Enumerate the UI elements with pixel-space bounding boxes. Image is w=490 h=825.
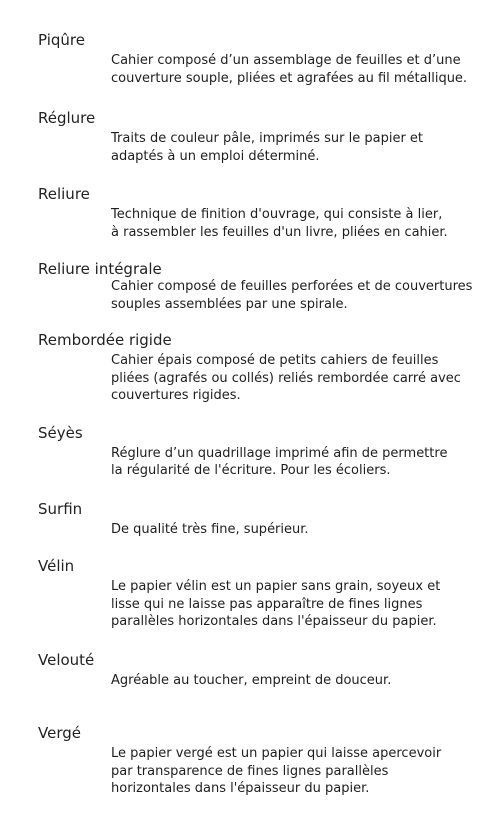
definition-line: souples assemblées par une spirale. bbox=[111, 296, 348, 312]
glossary-entry-piqure bbox=[38, 31, 483, 87]
definition-line: Cahier composé de feuilles perforées et de couvertures bbox=[111, 279, 473, 294]
glossary-entry-verge bbox=[38, 724, 483, 798]
definition-line: couverture souple, pliées et agrafées au fil métallique. bbox=[111, 70, 468, 86]
term-title: Reliure bbox=[38, 185, 90, 203]
term-definition bbox=[111, 352, 483, 405]
definition-line: Agréable au toucher, empreint de douceur. bbox=[111, 672, 392, 688]
term-title: Velouté bbox=[38, 650, 95, 669]
term-definition bbox=[111, 445, 483, 480]
term-definition bbox=[111, 745, 483, 798]
definition-line: Cahier épais composé de petits cahiers de feuilles bbox=[111, 353, 439, 368]
glossary-entry-veloute bbox=[38, 651, 483, 690]
term-definition bbox=[111, 578, 483, 631]
term-definition bbox=[111, 521, 483, 539]
definition-line: adaptés à un emploi déterminé. bbox=[111, 148, 320, 164]
glossary-entry-reliure bbox=[38, 185, 483, 241]
definition-line: par transparence de fines lignes parallèles bbox=[111, 763, 389, 779]
glossary-entry-reliure-integrale bbox=[38, 260, 483, 313]
term-title: Surfin bbox=[38, 499, 83, 518]
term-definition bbox=[111, 672, 483, 690]
definition-line: à rassembler les feuilles d'un livre, pliées en cahier. bbox=[111, 224, 448, 240]
definition-line: Le papier vélin est un papier sans grain, soyeux et bbox=[111, 579, 441, 594]
definition-line: De qualité très fine, supérieur. bbox=[111, 521, 309, 537]
definition-line: Traits de couleur pâle, imprimés sur le papier et bbox=[111, 131, 424, 146]
term-definition bbox=[111, 130, 483, 165]
glossary-entry-reglure bbox=[38, 109, 483, 165]
glossary-entry-velin bbox=[38, 557, 483, 631]
glossary-entry-rembordee-rigide bbox=[38, 331, 483, 405]
definition-line: couvertures rigides. bbox=[111, 388, 241, 403]
definition-line: parallèles horizontales dans l'épaisseur du papier. bbox=[111, 614, 437, 629]
term-definition bbox=[111, 206, 483, 241]
definition-line: la régularité de l'écriture. Pour les écoliers. bbox=[111, 463, 391, 478]
term-title: Piqûre bbox=[38, 31, 85, 49]
term-title: Reliure intégrale bbox=[38, 260, 162, 278]
definition-line: pliées (agrafés ou collés) reliés rembordée carré avec bbox=[111, 370, 461, 386]
glossary-entry-surfin bbox=[38, 500, 483, 539]
glossary-entry-seyes bbox=[38, 424, 483, 480]
definition-line: horizontales dans l'épaisseur du papier. bbox=[111, 781, 370, 796]
term-definition bbox=[111, 278, 483, 313]
term-definition bbox=[111, 52, 483, 87]
definition-line: Réglure d’un quadrillage imprimé afin de permettre bbox=[111, 445, 448, 461]
term-title: Rembordée rigide bbox=[38, 331, 172, 349]
definition-line: Le papier vergé est un papier qui laisse apercevoir bbox=[111, 746, 442, 761]
glossary-list bbox=[38, 31, 483, 798]
term-title: Séyès bbox=[38, 423, 83, 442]
definition-line: lisse qui ne laisse pas apparaître de fines lignes bbox=[111, 596, 423, 612]
definition-line: Cahier composé d’un assemblage de feuilles et d’une bbox=[111, 53, 461, 68]
definition-line: Technique de finition d'ouvrage, qui consiste à lier, bbox=[111, 207, 443, 222]
term-title: Réglure bbox=[38, 109, 96, 127]
term-title: Vélin bbox=[38, 557, 75, 575]
term-title: Vergé bbox=[38, 724, 81, 742]
